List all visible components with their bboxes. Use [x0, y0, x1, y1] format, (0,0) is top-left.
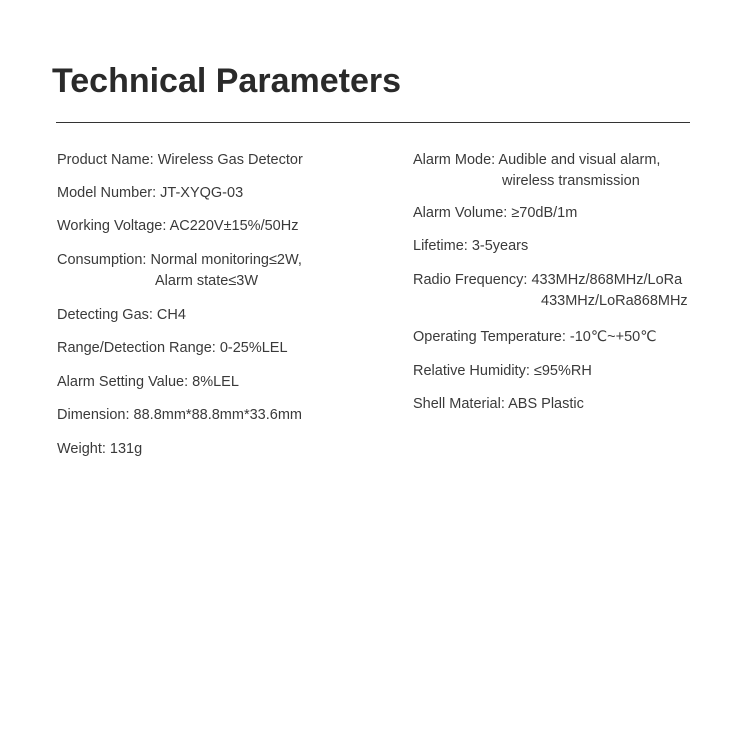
spec-operating-temperature	[413, 327, 657, 348]
spec-line: Alarm Mode: Audible and visual alarm,	[413, 152, 661, 168]
spec-line: Dimension: 88.8mm*88.8mm*33.6mm	[57, 407, 302, 423]
spec-radio-frequency	[413, 270, 688, 312]
spec-consumption	[57, 250, 302, 292]
spec-detection-range	[57, 338, 288, 359]
spec-line: Consumption: Normal monitoring≤2W,	[57, 252, 302, 268]
spec-line-continued: 433MHz/LoRa868MHz	[541, 293, 688, 309]
spec-line: Relative Humidity: ≤95%RH	[413, 363, 592, 379]
spec-product-name	[57, 150, 303, 171]
spec-alarm-volume	[413, 203, 577, 224]
page-title: Technical Parameters	[52, 62, 401, 100]
spec-model-number	[57, 183, 243, 204]
spec-shell-material	[413, 394, 584, 415]
spec-alarm-setting-value	[57, 372, 239, 393]
spec-line: Weight: 131g	[57, 441, 143, 457]
spec-lifetime	[413, 236, 528, 257]
spec-relative-humidity	[413, 361, 592, 382]
spec-line: Alarm Setting Value: 8%LEL	[57, 374, 239, 390]
spec-dimension	[57, 405, 302, 426]
spec-line: Lifetime: 3-5years	[413, 238, 529, 254]
spec-line: Shell Material: ABS Plastic	[413, 396, 584, 412]
spec-line: Product Name: Wireless Gas Detector	[57, 152, 303, 168]
spec-line: Radio Frequency: 433MHz/868MHz/LoRa	[413, 272, 683, 288]
spec-line: Alarm Volume: ≥70dB/1m	[413, 205, 578, 221]
spec-line-continued: Alarm state≤3W	[155, 273, 259, 289]
spec-line: Model Number: JT-XYQG-03	[57, 185, 244, 201]
title-divider	[56, 122, 690, 123]
spec-line: Detecting Gas: CH4	[57, 307, 186, 323]
spec-line: Working Voltage: AC220V±15%/50Hz	[57, 218, 299, 234]
spec-alarm-mode	[413, 150, 660, 192]
spec-line: Range/Detection Range: 0-25%LEL	[57, 340, 288, 356]
spec-line: Operating Temperature: -10℃~+50℃	[413, 329, 657, 345]
spec-working-voltage	[57, 216, 298, 237]
spec-detecting-gas	[57, 305, 186, 326]
spec-weight	[57, 439, 142, 460]
spec-line-continued: wireless transmission	[502, 173, 640, 189]
